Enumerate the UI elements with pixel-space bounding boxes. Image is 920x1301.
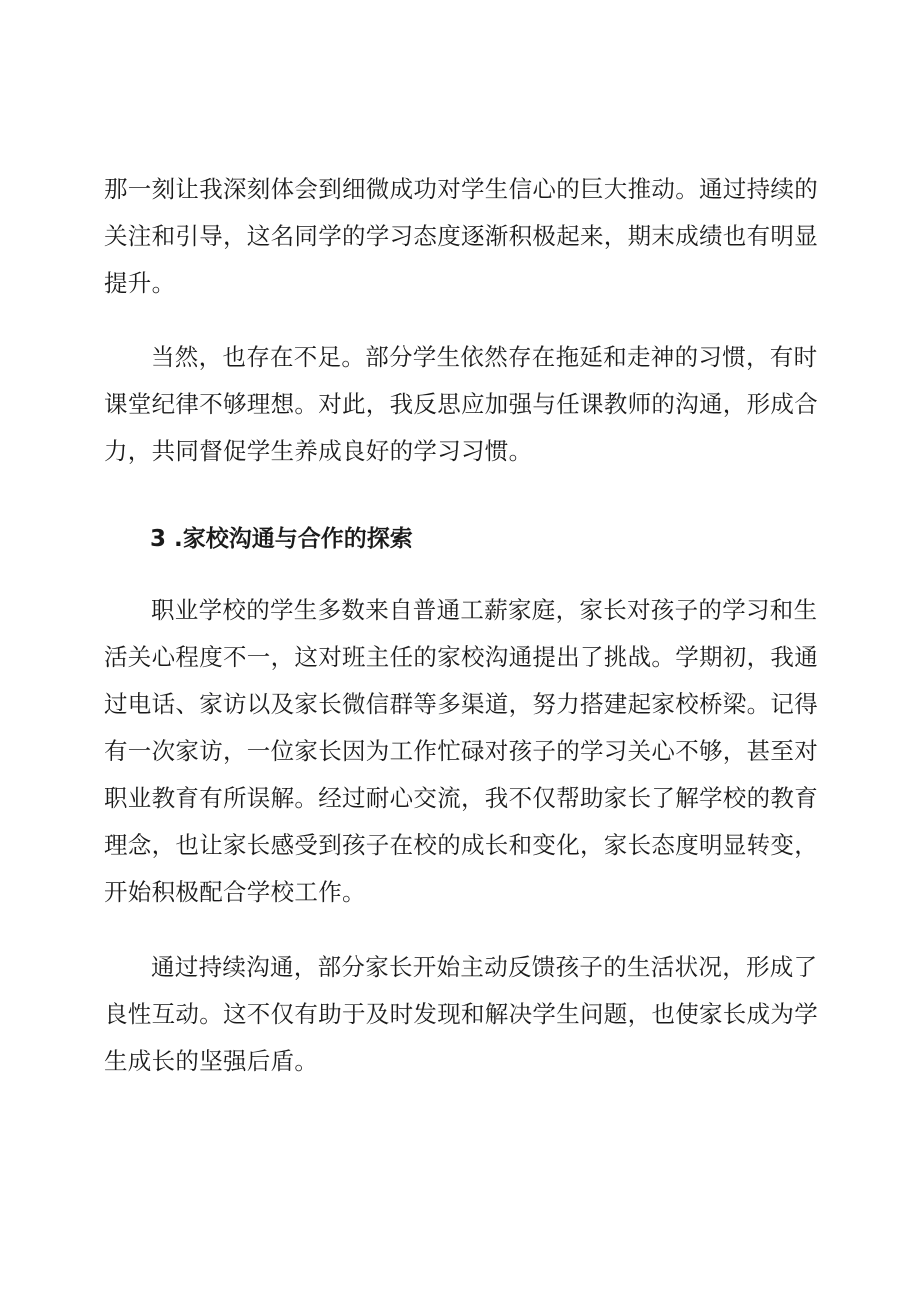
- paragraph-encouragement-result: 那一刻让我深刻体会到细微成功对学生信心的巨大推动。通过持续的关注和引导，这名同学的学习态度逐渐积极起来，期末成绩也有明显提升。: [104, 175, 818, 297]
- paragraph-parent-feedback: 通过持续沟通，部分家长开始主动反馈孩子的生活状况，形成了良性互动。这不仅有助于及时发现和解决学生问题，也使家长成为学生成长的坚强后盾。: [104, 953, 818, 1075]
- paragraph-shortcomings: 当然，也存在不足。部分学生依然存在拖延和走神的习惯，有时课堂纪律不够理想。对此，我反思应加强与任课教师的沟通，形成合力，共同督促学生养成良好的学习习惯。: [104, 343, 818, 465]
- section-heading: 3 .家校沟通与合作的探索: [150, 526, 413, 552]
- paragraph-home-school-communication: 职业学校的学生多数来自普通工薪家庭，家长对孩子的学习和生活关心程度不一，这对班主任的家校沟通提出了挑战。学期初，我通过电话、家访以及家长微信群等多渠道，努力搭建起家校桥梁。记得有一次家访，一位家长因为工作忙碌对孩子的学习关心不够，甚至对职业教育有所误解。经过耐心交流，我不仅帮助家长了解学校的教育理念，也让家长感受到孩子在校的成长和变化，家长态度明显转变，开始积极配合学校工作。: [104, 596, 818, 906]
